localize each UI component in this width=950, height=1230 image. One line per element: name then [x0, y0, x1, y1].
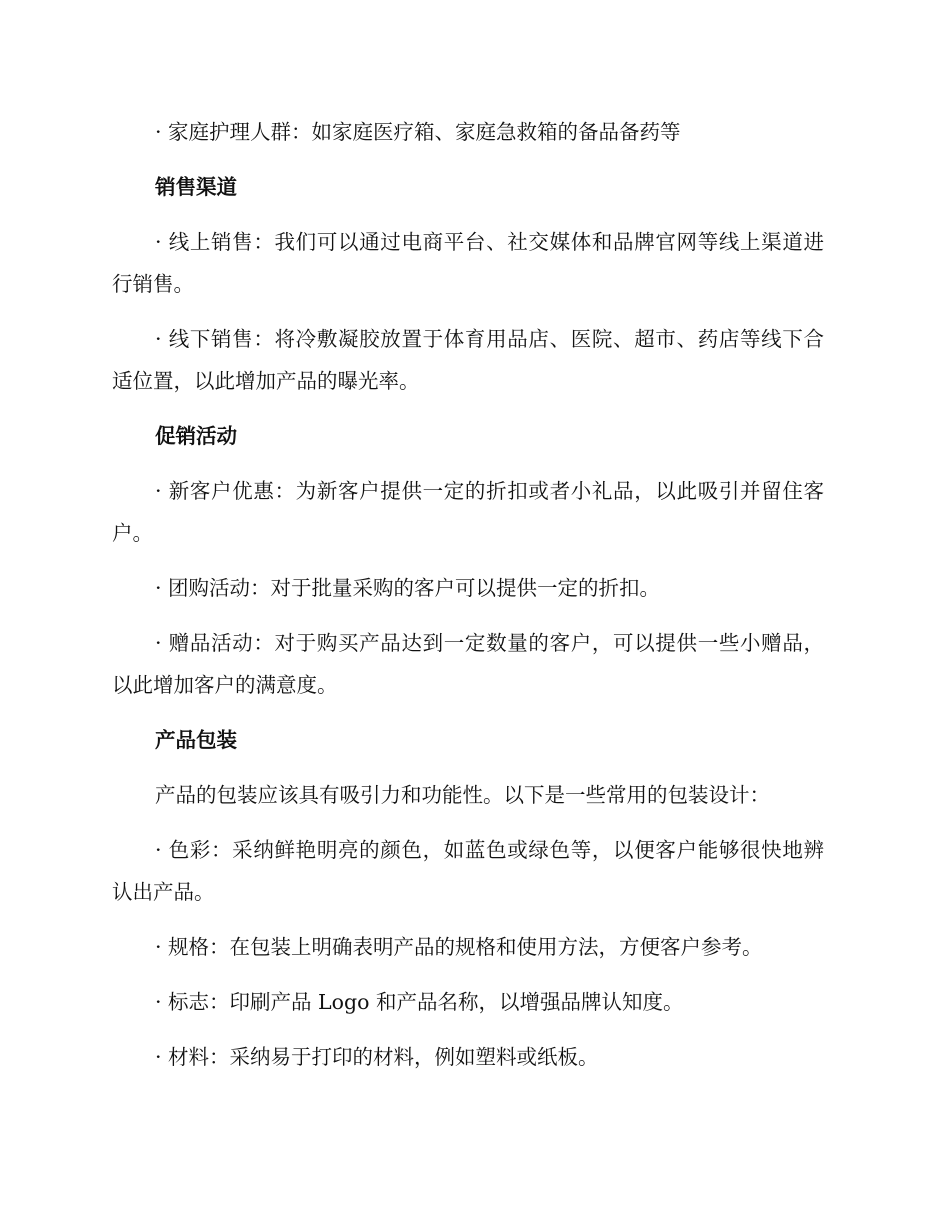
bullet-offline-sales: · 线下销售：将冷敷凝胶放置于体育用品店、医院、超市、药店等线下合适位置，以此增加产品的曝光率。	[112, 327, 824, 393]
packaging-intro: 产品的包装应该具有吸引力和功能性。以下是一些常用的包装设计：	[155, 783, 770, 807]
bullet-home-care: · 家庭护理人群：如家庭医疗箱、家庭急救箱的备品备药等	[155, 120, 681, 144]
bullet-gift: · 赠品活动：对于购买产品达到一定数量的客户，可以提供一些小赠品，以此增加客户的满意度。	[112, 631, 824, 697]
bullet-color: · 色彩：采纳鲜艳明亮的颜色，如蓝色或绿色等，以便客户能够很快地辨认出产品。	[112, 838, 824, 904]
bullet-online-sales: · 线上销售：我们可以通过电商平台、社交媒体和品牌官网等线上渠道进行销售。	[112, 230, 824, 296]
bullet-logo: · 标志：印刷产品 Logo 和产品名称，以增强品牌认知度。	[155, 990, 684, 1014]
heading-packaging: 产品包装	[155, 728, 237, 752]
bullet-material: · 材料：采纳易于打印的材料，例如塑料或纸板。	[155, 1045, 599, 1069]
bullet-new-customer: · 新客户优惠：为新客户提供一定的折扣或者小礼品，以此吸引并留住客户。	[112, 479, 824, 545]
heading-promotions: 促销活动	[155, 424, 237, 448]
bullet-spec: · 规格：在包装上明确表明产品的规格和使用方法，方便客户参考。	[155, 935, 763, 959]
bullet-group-buy: · 团购活动：对于批量采购的客户可以提供一定的折扣。	[155, 576, 661, 600]
document-page	[112, 111, 824, 1091]
heading-sales-channels: 销售渠道	[155, 175, 237, 199]
